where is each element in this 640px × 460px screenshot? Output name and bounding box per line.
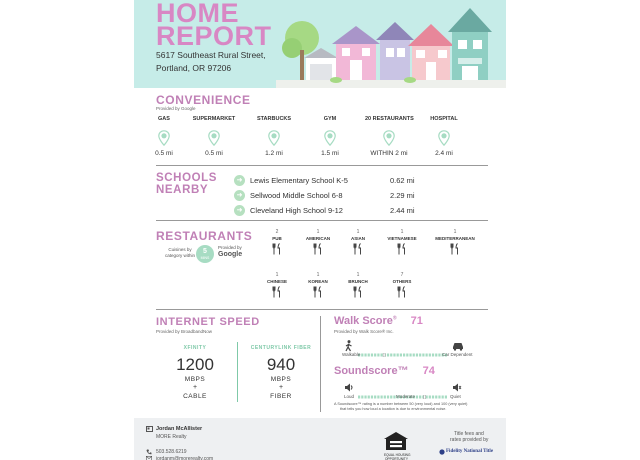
walkscore-segment — [387, 354, 389, 357]
fork-knife-icon — [397, 243, 407, 255]
houses-illustration — [276, 0, 506, 88]
fork-knife-icon — [353, 243, 363, 255]
isp-unit: MBPS — [184, 376, 206, 383]
school-arrow-icon: ➜ — [234, 175, 245, 186]
brokerage-name: MORE Realty — [156, 434, 187, 440]
restaurant-label: OTHERS — [392, 279, 412, 284]
walkscore-segment — [397, 354, 399, 357]
restaurant-count: 1 — [356, 272, 360, 278]
fork-knife-icon — [272, 286, 282, 298]
eho-label-line1: EQUAL HOUSING — [384, 453, 411, 457]
walkscore-segment — [426, 354, 428, 357]
minutes-badge — [196, 245, 214, 263]
convenience-label: 20 RESTAURANTS — [365, 116, 414, 122]
soundscore-left-label: Loud — [344, 394, 355, 399]
school-distance: 2.44 mi — [390, 206, 415, 215]
isp-card — [150, 345, 240, 400]
restaurant-category — [255, 272, 299, 298]
isp-divider — [237, 342, 238, 402]
isp-plus: + — [278, 384, 284, 391]
walkscore-segment — [390, 354, 392, 357]
walkscore-title: Walk Score® 71 — [334, 315, 423, 327]
school-arrow-icon: ➜ — [234, 205, 245, 216]
convenience-distance: 1.2 mi — [265, 150, 283, 157]
minutes-unit: MINS — [200, 256, 210, 260]
speaker-quiet-icon — [452, 383, 462, 392]
phone-icon — [146, 449, 152, 455]
restaurant-count: 1 — [275, 272, 279, 278]
convenience-distance: 2.4 mi — [435, 150, 453, 157]
fork-knife-icon — [450, 243, 460, 255]
restaurant-label: AMERICAN — [305, 236, 331, 241]
school-row[interactable] — [234, 175, 415, 186]
dumbbell-icon — [324, 130, 336, 146]
soundscore-segment — [390, 396, 392, 399]
isp-speed: 1200 — [176, 355, 214, 374]
soundscore-segment — [384, 396, 386, 399]
business-card-icon — [146, 426, 153, 432]
fork-knife-icon — [272, 243, 282, 255]
convenience-distance: WITHIN 2 mi — [370, 150, 408, 157]
coffee-cup-icon — [268, 130, 280, 146]
agent-name: Jordan McAllister — [156, 426, 203, 432]
restaurant-category — [336, 272, 380, 298]
convenience-item — [365, 116, 413, 157]
soundscore-segment — [442, 396, 444, 399]
walkscore-segment — [374, 354, 376, 357]
isp-type: FIBER — [270, 393, 292, 400]
cuisine-note: Cuisines by category within — [164, 247, 195, 258]
walkscore-segment — [361, 354, 363, 357]
restaurant-category — [255, 229, 299, 255]
walkscore-segment — [393, 354, 395, 357]
equal-housing-icon — [383, 431, 409, 451]
soundscore-right-label: Quiet — [450, 394, 461, 399]
title-note-line1: Title fees and — [454, 431, 484, 437]
school-name: Sellwood Middle School 6-8 — [250, 191, 343, 200]
soundscore-bar — [358, 386, 448, 390]
restaurant-category — [296, 272, 340, 298]
soundscore-segment — [377, 396, 379, 399]
isp-name: CENTURYLINK FIBER — [250, 345, 312, 351]
internet-subtitle: Provided by BroadbandNow — [156, 329, 213, 334]
walkscore-bar — [358, 344, 448, 348]
restaurant-label: BRUNCH — [348, 279, 368, 284]
title-company: Fidelity National Title — [446, 449, 494, 454]
soundscore-segment — [438, 396, 440, 399]
restaurant-label: KOREAN — [308, 279, 328, 284]
convenience-distance: 0.5 mi — [205, 150, 223, 157]
isp-name: XFINITY — [183, 345, 207, 351]
walkscore-left-label: Walkable — [342, 352, 361, 357]
convenience-item — [420, 116, 468, 157]
restaurant-label: VIETNAMESE — [387, 236, 417, 241]
isp-type: CABLE — [183, 393, 207, 400]
soundscore-marker — [424, 395, 426, 399]
soundscore-segment — [445, 396, 447, 399]
soundscore-note-line1: A Soundscore™ rating is a number between 50 (very loud) and 100 (very quiet) — [334, 402, 468, 406]
restaurant-category — [380, 229, 424, 255]
school-name: Lewis Elementary School K-5 — [250, 176, 348, 185]
walkscore-segment — [432, 354, 434, 357]
soundscore-segment — [381, 396, 383, 399]
soundscore-value: 74 — [422, 365, 435, 377]
soundscore-segment — [429, 396, 431, 399]
walkscore-segment — [416, 354, 418, 357]
address-line2: Portland, OR 97206 — [156, 63, 232, 73]
soundscore-segment — [361, 396, 363, 399]
walkscore-right-label: Car Dependent — [442, 352, 473, 357]
walkscore-subtitle: Provided by Walk Score® Inc. — [334, 329, 394, 334]
walkscore-segment — [381, 354, 383, 357]
school-name: Cleveland High School 9-12 — [250, 206, 343, 215]
school-row[interactable] — [234, 190, 415, 201]
report-title-line2: REPORT — [156, 21, 272, 51]
walkscore-segment — [413, 354, 415, 357]
school-row[interactable] — [234, 205, 415, 216]
soundscore-segment — [374, 396, 376, 399]
car-icon — [452, 341, 464, 351]
restaurant-count: 7 — [400, 272, 404, 278]
convenience-distance: 0.5 mi — [155, 150, 173, 157]
report-title-line1: HOME — [156, 0, 239, 28]
footer — [134, 418, 506, 460]
convenience-item — [190, 116, 238, 157]
hospital-cross-icon — [438, 130, 450, 146]
gas-pump-icon — [158, 130, 170, 146]
isp-speed: 940 — [266, 355, 296, 374]
soundscore-segment — [432, 396, 434, 399]
restaurant-label: MEDITERRANEAN — [435, 236, 475, 241]
walkscore-segment — [371, 354, 373, 357]
convenience-label: HOSPITAL — [430, 116, 458, 122]
restaurant-label: PUB — [272, 236, 282, 241]
school-distance: 0.62 mi — [390, 176, 415, 185]
isp-plus: + — [192, 384, 198, 391]
restaurant-count: 2 — [275, 229, 279, 235]
minutes-value: 5 — [203, 248, 207, 255]
convenience-distance: 1.5 mi — [321, 150, 339, 157]
walkscore-value: 71 — [410, 315, 423, 327]
divider — [156, 220, 488, 221]
soundscore-segment — [435, 396, 437, 399]
fork-knife-icon — [353, 286, 363, 298]
walkscore-segment — [438, 354, 440, 357]
convenience-subtitle: Provided by Google — [156, 106, 196, 111]
walkscore-segment — [368, 354, 370, 357]
restaurant-count: 1 — [356, 229, 360, 235]
convenience-item — [250, 116, 298, 157]
walkscore-segment — [364, 354, 366, 357]
internet-title: INTERNET SPEED — [156, 316, 260, 328]
walking-person-icon — [344, 340, 354, 352]
soundscore-segment — [358, 396, 360, 399]
isp-card — [236, 345, 326, 400]
soundscore-segment — [419, 396, 421, 399]
walkscore-segment — [409, 354, 411, 357]
convenience-item — [306, 116, 354, 157]
fork-knife-icon — [313, 243, 323, 255]
soundscore-note-line2: that tells you how loud a location is due to environmental noise. — [340, 407, 447, 411]
eho-label-line2: OPPORTUNITY — [385, 457, 408, 460]
convenience-label: SUPERMARKET — [192, 116, 236, 122]
walkscore-marker — [383, 353, 385, 357]
title-note-line2: rates provided by — [450, 437, 489, 443]
walkscore-segment — [429, 354, 431, 357]
schools-title-line1: SCHOOLS — [156, 172, 218, 184]
fork-knife-icon — [383, 130, 395, 146]
home-report-page — [134, 0, 506, 460]
soundscore-segment — [387, 396, 389, 399]
email-icon — [146, 456, 152, 460]
restaurant-count: 1 — [400, 229, 404, 235]
fork-knife-icon — [313, 286, 323, 298]
restaurant-count: 1 — [316, 229, 320, 235]
schools-title-line2: NEARBY — [156, 184, 209, 196]
agent-phone[interactable]: 503.528.6219 — [156, 449, 187, 455]
walkscore-segment — [377, 354, 379, 357]
address-line1: 5617 Southeast Rural Street, — [156, 50, 266, 60]
soundscore-mid-label: Moderate — [396, 394, 416, 399]
restaurant-label: ASIAN — [350, 236, 365, 241]
soundscore-segment — [416, 396, 418, 399]
walkscore-segment — [406, 354, 408, 357]
walkscore-segment — [403, 354, 405, 357]
school-arrow-icon: ➜ — [234, 190, 245, 201]
speaker-loud-icon — [344, 383, 354, 392]
soundscore-segment — [368, 396, 370, 399]
divider — [156, 309, 488, 310]
restaurant-count: 1 — [453, 229, 457, 235]
walkscore-segment — [400, 354, 402, 357]
restaurant-category — [380, 272, 424, 298]
soundscore-segment — [364, 396, 366, 399]
restaurant-count: 1 — [316, 272, 320, 278]
convenience-label: GYM — [323, 116, 337, 122]
school-distance: 2.29 mi — [390, 191, 415, 200]
convenience-label: GAS — [158, 116, 170, 122]
convenience-item — [140, 116, 188, 157]
walkscore-segment — [435, 354, 437, 357]
isp-unit: MBPS — [270, 376, 292, 383]
fidelity-logo-icon — [439, 449, 445, 455]
restaurant-category — [336, 229, 380, 255]
soundscore-title: Soundscore™ 74 — [334, 365, 435, 377]
convenience-label: STARBUCKS — [256, 116, 292, 122]
walkscore-segment — [419, 354, 421, 357]
soundscore-segment — [371, 396, 373, 399]
fork-knife-icon — [397, 286, 407, 298]
restaurant-category — [296, 229, 340, 255]
agent-email[interactable]: jordanm@morerealty.com — [156, 456, 214, 460]
google-logo: Google — [218, 251, 243, 258]
restaurant-category — [433, 229, 477, 255]
convenience-title: CONVENIENCE — [156, 93, 251, 107]
hero-banner — [134, 0, 506, 88]
walkscore-segment — [422, 354, 424, 357]
restaurants-title: RESTAURANTS — [156, 229, 253, 243]
shopping-cart-icon — [208, 130, 220, 146]
divider — [156, 165, 488, 166]
provided-by-label: Provided by — [218, 245, 242, 250]
restaurant-label: CHINESE — [266, 279, 287, 284]
vertical-divider — [320, 316, 321, 412]
